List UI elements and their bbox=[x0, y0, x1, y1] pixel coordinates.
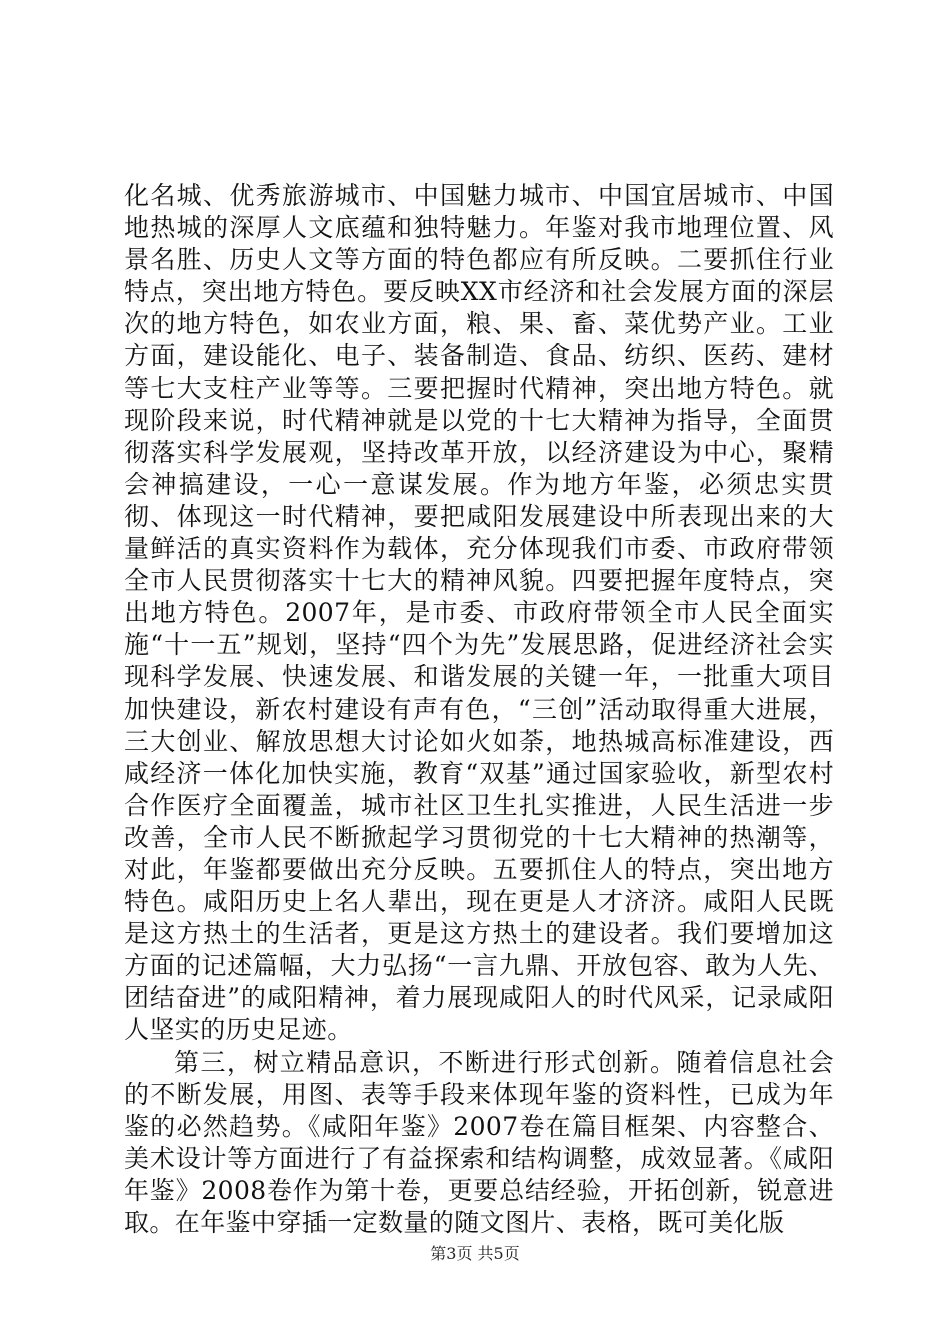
document-body bbox=[124, 180, 834, 1239]
paragraph: 化名城、优秀旅游城市、中国魅力城市、中国宜居城市、中国地热城的深厚人文底蕴和独特魅力。年鉴对我市地理位置、风景名胜、历史人文等方面的特色都应有所反映。二要抓住行业特点，突出地方特色。要反映XX市经济和社会发展方面的深层次的地方特色，如农业方面，粮、果、畜、菜优势产业。工业方面，建设能化、电子、装备制造、食品、纺织、医药、建材等七大支柱产业等等。三要把握时代精神，突出地方特色。就现阶段来说，时代精神就是以党的十七大精神为指导，全面贯彻落实科学发展观，坚持改革开放，以经济建设为中心，聚精会神搞建设，一心一意谋发展。作为地方年鉴，必须忠实贯彻、体现这一时代精神，要把咸阳发展建设中所表现出来的大量鲜活的真实资料作为载体，充分体现我们市委、市政府带领全市人民贯彻落实十七大的精神风貌。四要把握年度特点，突出地方特色。2007年，是市委、市政府带领全市人民全面实施“十一五”规划，坚持“四个为先”发展思路，促进经济社会实现科学发展、快速发展、和谐发展的关键一年，一批重大项目加快建设，新农村建设有声有色，“三创”活动取得重大进展，三大创业、解放思想大讨论如火如荼，地热城高标准建设，西咸经济一体化加快实施，教育“双基”通过国家验收，新型农村合作医疗全面覆盖，城市社区卫生扎实推进，人民生活进一步改善，全市人民不断掀起学习贯彻党的十七大精神的热潮等，对此，年鉴都要做出充分反映。五要抓住人的特点，突出地方特色。咸阳历史上名人辈出，现在更是人才济济。咸阳人民既是这方热土的生活者，更是这方热土的建设者。我们要增加这方面的记述篇幅，大力弘扬“一言九鼎、开放包容、敢为人先、团结奋进”的咸阳精神，着力展现咸阳人的时代风采，记录咸阳人坚实的历史足迹。 bbox=[124, 181, 834, 1045]
paragraph: 第三，树立精品意识，不断进行形式创新。随着信息社会的不断发展，用图、表等手段来体现年鉴的资料性，已成为年鉴的必然趋势。《咸阳年鉴》2007卷在篇目框架、内容整合、美术设计等方面进行了有益探索和结构调整，成效显著。《咸阳年鉴》2008卷作为第十卷，更要总结经验，开拓创新，锐意进取。在年鉴中穿插一定数量的随文图片、表格，既可美化版 bbox=[124, 1047, 834, 1237]
page-footer: 第3页 共5页 bbox=[430, 1244, 520, 1263]
